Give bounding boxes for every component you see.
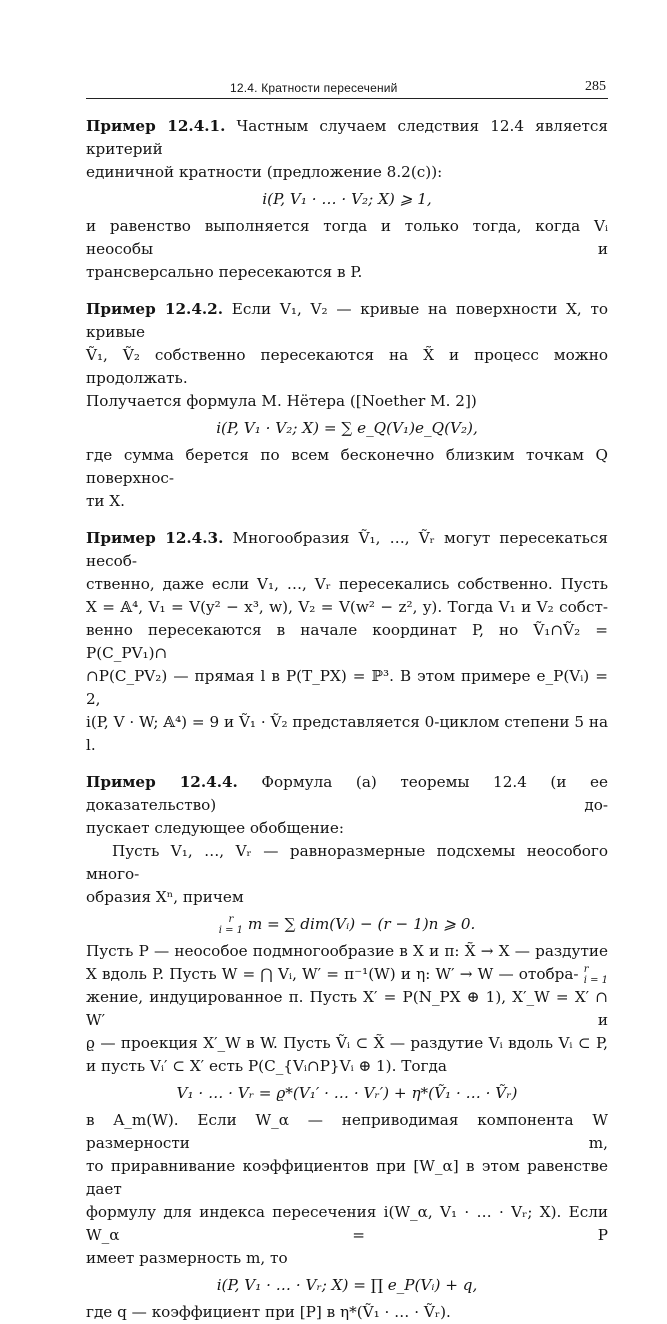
- example-1-label: Пример 12.4.1.: [86, 117, 226, 135]
- cap-upper-limit: r: [583, 964, 589, 975]
- example-4-formula-1: [86, 913, 608, 936]
- example-1-formula: [86, 188, 608, 211]
- example-4-text: Формула (а) теоремы 12.4 (и ее доказательство) до-: [86, 773, 609, 814]
- example-1-line-3: и равенство выполняется тогда и только тогда, когда Vᵢ неособы и: [86, 217, 608, 258]
- example-2-formula: [86, 417, 608, 440]
- example-1-text: Частным случаем следствия 12.4 является критерий: [86, 117, 608, 158]
- example-4-line-5: Пусть P — неособое подмногообразие в X и π: X̃ → X — раздутие: [86, 942, 608, 960]
- example-2-line-1: [86, 298, 608, 344]
- example-4-line-11: то приравнивание коэффициентов при [W_α] в этом равенстве дает: [86, 1157, 608, 1198]
- example-2-formula-text: i(P, V₁ · V₂; X) = ∑ e_Q(V₁)e_Q(V₂),: [216, 419, 478, 437]
- intersection-limits: [584, 964, 608, 986]
- example-4-line-12: формулу для индекса пересечения i(W_α, V₁ · … · Vᵣ; X). Если W_α = P: [86, 1203, 608, 1244]
- example-3-line-6: i(P, V · W; 𝔸⁴) = 9 и Ṽ₁ · Ṽ₂ представляется 0-циклом степени 5 на l.: [86, 713, 608, 754]
- example-4-formula-3: [86, 1274, 608, 1297]
- example-4-formula-2: [86, 1082, 608, 1105]
- example-4-line-6: [86, 963, 608, 986]
- header-title: 12.4. Кратности пересечений: [230, 81, 398, 95]
- page-body: [86, 115, 608, 1324]
- example-4-line-14: где q — коэффициент при [P] в η*(Ṽ₁ · … · Ṽᵣ).: [86, 1303, 451, 1321]
- sum-operator: [219, 914, 243, 936]
- example-3-line-2: ственно, даже если V₁, …, Vᵣ пересекались собственно. Пусть: [86, 575, 608, 593]
- cap-lower-limit: i = 1: [583, 975, 608, 986]
- sum-upper-limit: r: [228, 914, 234, 925]
- example-2-text: Если V₁, V₂ — кривые на поверхности X, то кривые: [86, 300, 608, 341]
- example-4-formula-1-text: m = ∑ dim(Vᵢ) − (r − 1)n ⩾ 0.: [247, 915, 476, 933]
- example-3-line-3: X = 𝔸⁴, V₁ = V(y² − x³, w), V₂ = V(w² − z², y). Тогда V₁ и V₂ собст-: [86, 598, 608, 616]
- example-4-line-6-text: X вдоль P. Пусть W = ⋂ Vᵢ, W′ = π⁻¹(W) и η: W′ → W — отобра-: [86, 965, 579, 983]
- example-4-line-3: Пусть V₁, …, Vᵣ — равноразмерные подсхемы неособого много-: [86, 842, 608, 883]
- running-header: [86, 76, 608, 99]
- example-4-line-4: образия Xⁿ, причем: [86, 888, 244, 906]
- example-1-line-4: трансверсально пересекаются в P.: [86, 263, 363, 281]
- example-2-label: Пример 12.4.2.: [86, 300, 224, 318]
- example-4-line-2: пускает следующее обобщение:: [86, 819, 344, 837]
- example-2-line-4: где сумма берется по всем бесконечно близким точкам Q поверхнос-: [86, 446, 608, 487]
- example-1-line-1: [86, 115, 608, 161]
- example-4-line-8: ϱ — проекция X′_W в W. Пусть Ṽᵢ ⊂ X̃ — раздутие Vᵢ вдоль Vᵢ ⊂ P,: [86, 1034, 608, 1052]
- example-4-line-10: в A_m(W). Если W_α — неприводимая компонента W размерности m,: [86, 1111, 608, 1152]
- example-2-line-2: Ṽ₁, Ṽ₂ собственно пересекаются на X̃ и процесс можно продолжать.: [86, 346, 608, 387]
- example-4-line-1: [86, 771, 608, 817]
- example-1-line-2: единичной кратности (предложение 8.2(c)):: [86, 163, 443, 181]
- example-3-text: Многообразия Ṽ₁, …, Ṽᵣ могут пересекаться несоб-: [86, 529, 609, 570]
- example-3-label: Пример 12.4.3.: [86, 529, 224, 547]
- example-4-line-7: жение, индуцированное π. Пусть X′ = P(N_PX ⊕ 1), X′_W = X′ ∩ W′ и: [86, 988, 608, 1029]
- example-4-label: Пример 12.4.4.: [86, 773, 238, 791]
- example-4-line-13: имеет размерность m, то: [86, 1249, 288, 1267]
- example-3-line-5: ∩P(C_PV₂) — прямая l в P(T_PX) = ℙ³. В этом примере e_P(Vᵢ) = 2,: [86, 667, 608, 708]
- example-3-line-4: венно пересекаются в начале координат P, но Ṽ₁∩Ṽ₂ = P(C_PV₁)∩: [86, 621, 608, 662]
- example-2-line-3: Получается формула М. Нётера ([Noether M. 2]): [86, 392, 477, 410]
- sum-lower-limit: i = 1: [218, 925, 243, 936]
- example-4-line-9: и пусть Vᵢ′ ⊂ X′ есть P(C_{Vᵢ∩P}Vᵢ ⊕ 1). Тогда: [86, 1057, 447, 1075]
- example-3-line-1: [86, 527, 608, 573]
- example-2-line-5: ти X.: [86, 492, 125, 510]
- example-4-formula-3-text: i(P, V₁ · … · Vᵣ; X) = ∏ e_P(Vᵢ) + q,: [216, 1276, 478, 1294]
- page-number: 285: [585, 79, 606, 94]
- example-4-formula-2-text: V₁ · … · Vᵣ = ϱ*(V₁′ · … · Vᵣ′) + η*(Ṽ₁ · … · Ṽᵣ): [176, 1084, 518, 1102]
- example-1-formula-text: i(P, V₁ · … · V₂; X) ⩾ 1,: [262, 190, 432, 208]
